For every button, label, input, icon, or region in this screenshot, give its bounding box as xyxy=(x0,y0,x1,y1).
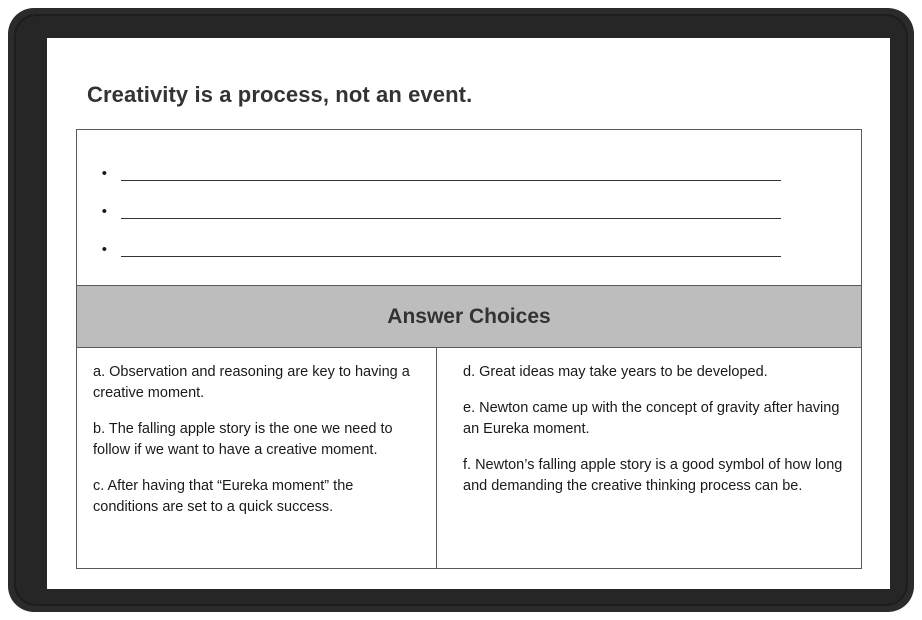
slide-page xyxy=(47,38,890,589)
answer-line[interactable] xyxy=(121,218,781,219)
bullet-icon: • xyxy=(101,240,107,258)
bullet-icon: • xyxy=(101,164,107,182)
answer-choice-a[interactable]: a. Observation and reasoning are key to having a creative moment. xyxy=(93,364,410,402)
answer-line[interactable] xyxy=(121,256,781,257)
answer-choice-e[interactable]: e. Newton came up with the concept of gravity after having an Eureka moment. xyxy=(463,400,840,438)
answer-choices-right-column xyxy=(437,348,861,568)
answer-line[interactable] xyxy=(121,180,781,181)
answer-choice-c[interactable]: c. After having that “Eureka moment” the conditions are set to a quick success. xyxy=(93,478,354,516)
answer-choice-f[interactable]: f. Newton’s falling apple story is a good symbol of how long and demanding the creative thinking process can be. xyxy=(463,457,843,495)
answer-choices-left-column xyxy=(77,348,437,568)
list-item[interactable] xyxy=(77,164,861,182)
bullet-icon: • xyxy=(101,202,107,220)
worksheet-table xyxy=(76,129,862,569)
blank-lines-cell xyxy=(77,130,861,286)
answer-choices-header xyxy=(77,286,861,348)
list-item[interactable] xyxy=(77,240,861,258)
page-title: Creativity is a process, not an event. xyxy=(87,82,473,107)
answer-choices-header-label: Answer Choices xyxy=(387,304,551,328)
device-frame xyxy=(8,8,914,612)
list-item[interactable] xyxy=(77,202,861,220)
answer-choice-b[interactable]: b. The falling apple story is the one we need to follow if we want to have a creative moment. xyxy=(93,421,393,459)
answer-choice-d[interactable]: d. Great ideas may take years to be developed. xyxy=(463,364,768,380)
answer-choices-body xyxy=(77,348,861,568)
